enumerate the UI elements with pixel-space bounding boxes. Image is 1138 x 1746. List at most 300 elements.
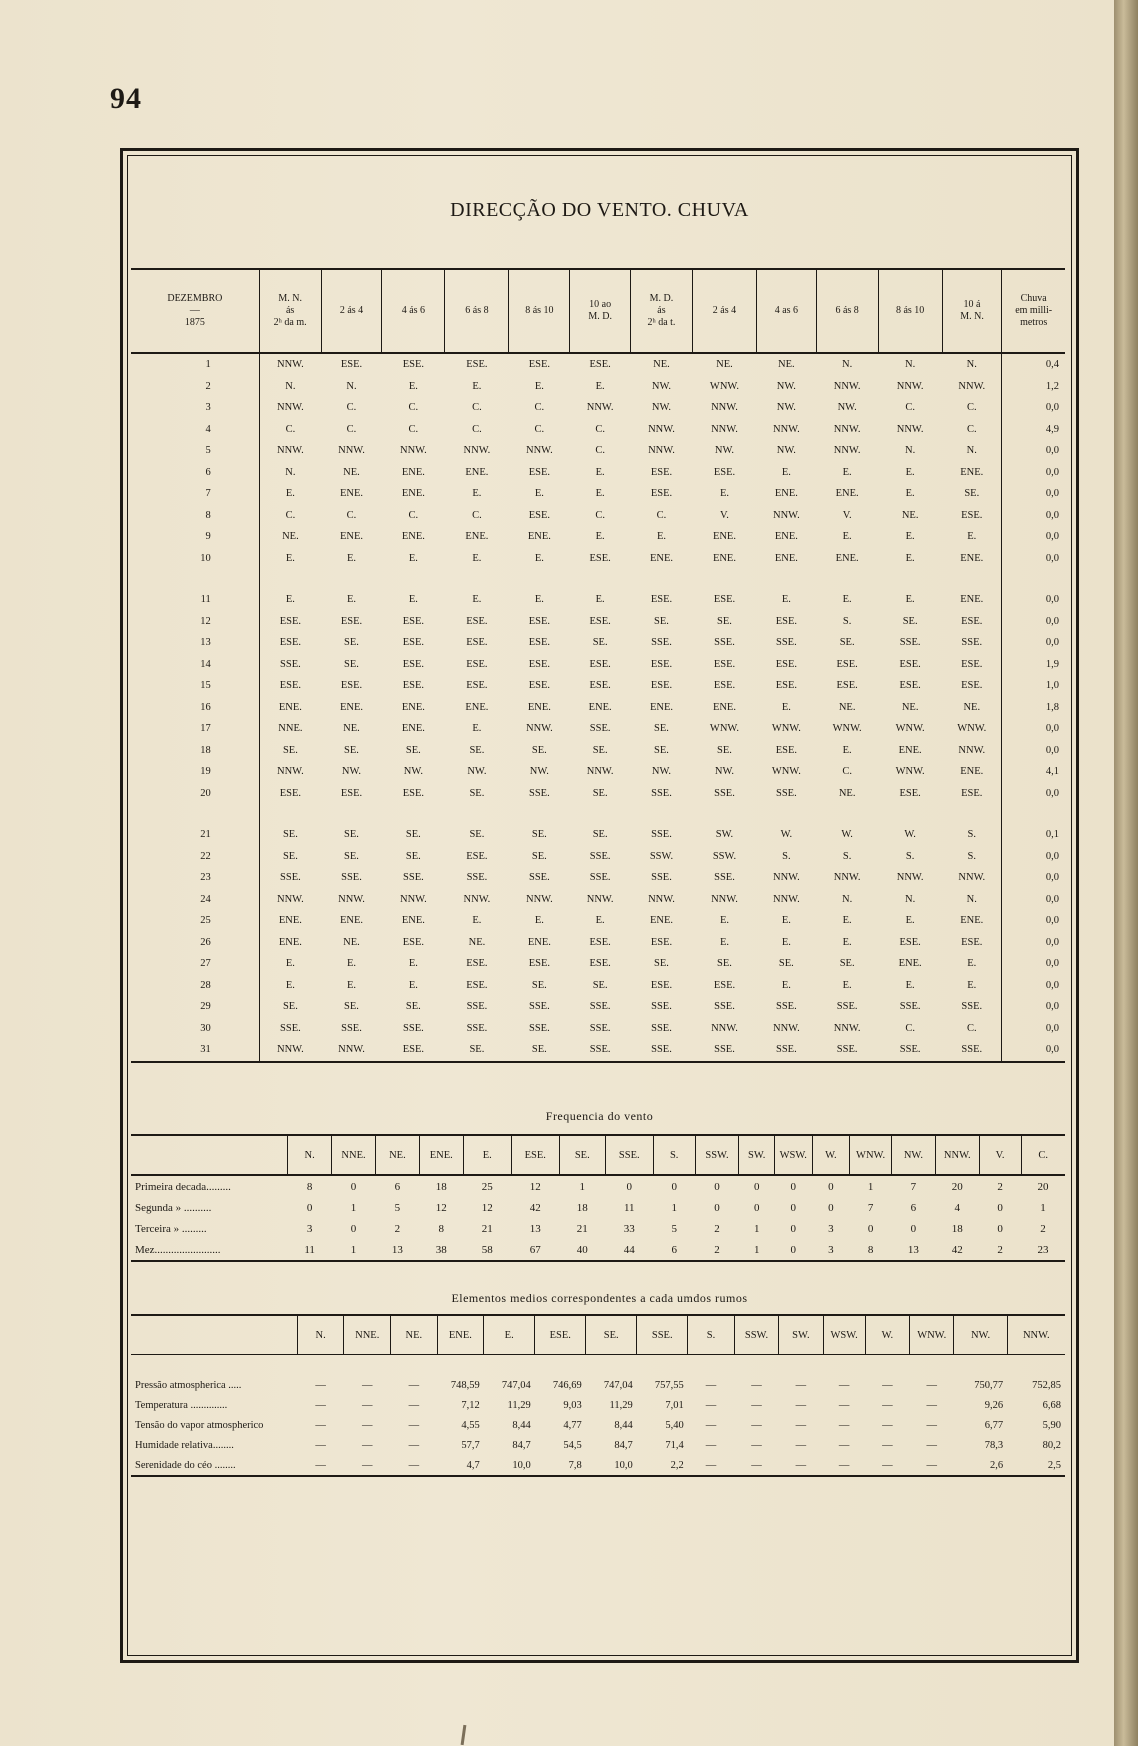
direction-header: SE.	[559, 1135, 605, 1175]
wind-cell: SSE.	[529, 1022, 550, 1034]
frequency-row	[131, 1175, 1065, 1197]
column-header	[382, 269, 445, 353]
wind-cell: ENE.	[401, 701, 425, 713]
element-value: —	[361, 1439, 373, 1451]
day-cell: 13	[200, 637, 211, 649]
wind-cell: ENE.	[774, 531, 798, 543]
wind-cell: ESE.	[713, 979, 736, 991]
wind-cell: NNW.	[463, 893, 491, 905]
rain-cell: 0,0	[1002, 483, 1065, 505]
element-value: —	[865, 1455, 909, 1476]
rain-cell: 1,8	[1002, 697, 1065, 719]
wind-cell: E.	[408, 594, 418, 606]
wind-cell: ENE.	[339, 701, 363, 713]
element-value: 2,5	[1007, 1455, 1065, 1476]
element-value: 4,55	[461, 1419, 480, 1431]
wind-cell: SSE.	[529, 872, 550, 884]
wind-cell: ENE.	[649, 701, 673, 713]
wind-cell: ESE.	[466, 850, 488, 862]
element-value: —	[391, 1455, 438, 1476]
header-line: 8 ás 10	[895, 305, 925, 316]
wind-cell: ESE.	[589, 680, 611, 692]
element-value: 4,7	[437, 1455, 484, 1476]
wind-cell: NW.	[403, 766, 423, 778]
wind-cell: SSE.	[651, 829, 672, 841]
header-line: 4 ás 6	[401, 305, 426, 316]
wind-cell: NW.	[651, 380, 672, 392]
wind-cell: C.	[656, 509, 667, 521]
wind-cell: ENE.	[960, 552, 984, 564]
day-cell: 11	[200, 594, 211, 606]
frequency-value: 20	[1037, 1180, 1049, 1193]
day-cell: 29	[200, 1001, 211, 1013]
wind-cell: ENE.	[960, 594, 984, 606]
wind-cell: SSE.	[757, 1039, 817, 1062]
wind-cell: NNW.	[259, 889, 321, 911]
direction-header: S.	[653, 1135, 695, 1175]
row-label: Serenidade do céo ........	[131, 1455, 297, 1476]
element-value: —	[926, 1399, 937, 1411]
frequency-value: 0	[350, 1180, 357, 1193]
wind-cell: ESE.	[466, 637, 488, 649]
wind-cell: SSE.	[341, 1022, 362, 1034]
day-cell: 26	[200, 936, 211, 948]
frequency-row	[131, 1218, 1065, 1239]
wind-cell: C.	[408, 509, 419, 521]
rain-cell: 0,0	[1002, 889, 1065, 911]
day-cell: 9	[205, 531, 211, 543]
element-value: —	[751, 1419, 762, 1431]
wind-cell: SSE.	[776, 637, 797, 649]
wind-cell: W.	[904, 829, 916, 841]
wind-cell: SE.	[344, 658, 359, 670]
day-cell: 1	[205, 359, 211, 371]
wind-cell: SE.	[344, 744, 359, 756]
header-line: Chuva	[1020, 293, 1047, 304]
header-line: 8 ás 10	[525, 305, 554, 316]
rain-cell: 0,0	[1002, 569, 1065, 611]
frequency-value: 1	[332, 1239, 376, 1261]
wind-cell: E.	[595, 594, 605, 606]
wind-cell: WNW.	[895, 766, 925, 778]
wind-cell: ENE.	[259, 910, 321, 932]
frequency-value: 8	[438, 1222, 445, 1235]
wind-cell: SSE.	[651, 787, 672, 799]
day-cell: 5	[205, 445, 211, 457]
wind-cell: NNW.	[400, 445, 427, 457]
rain-cell: 4,1	[1002, 761, 1065, 783]
row-label: Segunda » ..........	[135, 1201, 212, 1214]
table-row	[131, 910, 1065, 932]
page-number: 94	[110, 82, 142, 115]
wind-cell: SSE.	[466, 1001, 488, 1013]
wind-cell: E.	[595, 915, 605, 927]
element-row	[131, 1455, 1065, 1476]
wind-cell: SSE.	[466, 872, 488, 884]
frequency-value: 0	[997, 1201, 1003, 1214]
element-value: 84,7	[614, 1439, 633, 1451]
table-row	[131, 505, 1065, 527]
wind-cell: C.	[346, 423, 357, 435]
wind-cell: E.	[781, 701, 791, 713]
element-value: —	[315, 1379, 326, 1391]
wind-cell: ENE.	[465, 701, 489, 713]
wind-cell: C.	[534, 402, 545, 414]
rain-cell: 0,0	[1002, 740, 1065, 762]
header-line: 10 á	[963, 299, 981, 310]
wind-cell: NE.	[901, 701, 919, 713]
wind-cell: E.	[719, 488, 729, 500]
wind-cell: SSE.	[466, 1022, 488, 1034]
element-value: 71,4	[665, 1439, 684, 1451]
wind-cell: NE.	[343, 466, 360, 478]
wind-cell: WNW.	[895, 723, 925, 735]
wind-cell: NNW.	[833, 1022, 861, 1034]
wind-cell: SSE.	[899, 1001, 921, 1013]
day-cell: 16	[200, 701, 211, 713]
wind-cell: NW.	[651, 766, 672, 778]
day-cell: 25	[200, 915, 211, 927]
wind-cell: N.	[259, 462, 321, 484]
wind-cell: SSE.	[589, 872, 611, 884]
wind-cell: ESE.	[466, 958, 488, 970]
wind-cell: WNW.	[832, 723, 862, 735]
wind-cell: SSE.	[529, 787, 550, 799]
header-line: M. N.	[278, 293, 302, 304]
frequency-value: 1	[579, 1180, 586, 1193]
elements-table	[131, 1314, 1065, 1477]
wind-cell: E.	[259, 548, 321, 570]
wind-cell: N.	[346, 380, 357, 392]
direction-header: S.	[688, 1315, 735, 1355]
wind-cell: SE.	[592, 979, 608, 991]
element-value: —	[688, 1455, 735, 1476]
element-value: —	[751, 1379, 762, 1391]
element-value: 6,77	[984, 1419, 1004, 1431]
wind-cell: ESE.	[775, 744, 797, 756]
frequency-value: 18	[576, 1201, 588, 1214]
wind-cell: NNW.	[896, 380, 924, 392]
wind-cell: S.	[905, 850, 915, 862]
frequency-value: 44	[605, 1239, 653, 1261]
wind-cell: N.	[905, 359, 916, 371]
wind-cell: NE.	[716, 359, 733, 371]
element-value: —	[297, 1455, 344, 1476]
table-row	[131, 376, 1065, 398]
wind-cell: C.	[905, 1022, 915, 1034]
wind-cell: ENE.	[898, 958, 922, 970]
wind-cell: ESE.	[713, 466, 736, 478]
wind-cell: SE.	[654, 723, 669, 735]
day-cell: 30	[200, 1022, 211, 1034]
wind-cell: E.	[967, 958, 977, 970]
frequency-value: 18	[435, 1180, 447, 1193]
column-header	[445, 269, 509, 353]
direction-header: SE.	[586, 1315, 637, 1355]
frequency-value: 0	[714, 1201, 720, 1214]
header-line: M. D.	[588, 311, 612, 322]
wind-cell: ESE.	[713, 680, 736, 692]
wind-cell: SE.	[405, 850, 421, 862]
element-row	[131, 1375, 1065, 1395]
wind-cell: SE.	[654, 958, 669, 970]
wind-cell: ESE.	[899, 680, 921, 692]
wind-cell: C.	[842, 766, 852, 778]
wind-cell: ENE.	[712, 552, 736, 564]
wind-cell: N.	[259, 376, 321, 398]
element-value: —	[705, 1399, 717, 1411]
frequency-value: 42	[529, 1201, 541, 1214]
frequency-value: 5	[671, 1222, 677, 1235]
element-value: 9,26	[984, 1399, 1004, 1411]
frequency-value: 0	[671, 1180, 677, 1193]
wind-cell: ESE.	[466, 658, 488, 670]
rain-cell: 0,0	[1002, 953, 1065, 975]
element-value: —	[882, 1399, 893, 1411]
wind-cell: NW.	[529, 766, 549, 778]
wind-cell: E.	[408, 958, 418, 970]
wind-cell: NW.	[776, 445, 796, 457]
wind-cell: ESE.	[961, 787, 983, 799]
spacer-row	[131, 1355, 1065, 1376]
wind-cell: ESE.	[466, 680, 488, 692]
wind-cell: SE.	[717, 744, 732, 756]
table-body	[131, 353, 1065, 1062]
wind-cell: SSE.	[899, 637, 921, 649]
direction-header: SSW.	[734, 1315, 778, 1355]
wind-cell: ESE.	[961, 615, 983, 627]
frequency-value: 13	[891, 1239, 935, 1261]
wind-cell: SSW.	[712, 850, 737, 862]
wind-cell: SSE.	[529, 1001, 550, 1013]
element-value: —	[315, 1399, 326, 1411]
spacer-cell	[131, 1355, 297, 1376]
element-value: 10,0	[586, 1455, 637, 1476]
table-frame	[120, 148, 1079, 1663]
frequency-value: 67	[511, 1239, 559, 1261]
frequency-value: 0	[828, 1180, 834, 1193]
wind-cell: NE.	[838, 787, 856, 799]
direction-header: WSW.	[823, 1315, 865, 1355]
direction-header: WSW.	[774, 1135, 812, 1175]
frequency-value: 20	[951, 1180, 963, 1193]
column-header	[631, 269, 693, 353]
wind-cell: ENE.	[649, 552, 673, 564]
wind-cell: ENE.	[339, 915, 363, 927]
wind-cell: SSE.	[878, 1039, 942, 1062]
wind-cell: SW.	[715, 829, 734, 841]
day-cell: 21	[200, 829, 211, 841]
wind-cell: ESE.	[402, 359, 425, 371]
wind-cell: C.	[595, 445, 605, 457]
table-row	[131, 440, 1065, 462]
wind-cell: NNW.	[896, 872, 924, 884]
wind-cell: E.	[346, 552, 356, 564]
element-value: —	[315, 1439, 326, 1451]
rain-cell: 0,0	[1002, 440, 1065, 462]
element-value: 2,2	[637, 1455, 688, 1476]
wind-cell: ESE.	[589, 359, 611, 371]
column-header	[816, 269, 878, 353]
wind-cell: NW.	[341, 766, 362, 778]
element-value: —	[751, 1439, 762, 1451]
wind-cell: N.	[966, 445, 977, 457]
direction-header: NNE.	[332, 1135, 376, 1175]
rain-cell: 1,2	[1002, 376, 1065, 398]
wind-cell: ESE.	[340, 787, 363, 799]
direction-header: NE.	[375, 1135, 419, 1175]
wind-cell: ESE.	[340, 359, 363, 371]
wind-cell: NNW.	[958, 872, 986, 884]
element-value: —	[838, 1399, 850, 1411]
direction-header: NE.	[391, 1315, 438, 1355]
day-cell: 2	[205, 380, 211, 392]
wind-cell: WNW.	[771, 723, 801, 735]
wind-cell: NNW.	[259, 397, 321, 419]
wind-cell: SSE.	[961, 1001, 983, 1013]
wind-cell: ESE.	[650, 979, 673, 991]
wind-cell: ENE.	[774, 552, 798, 564]
header-line: 6 ás 8	[465, 305, 489, 316]
wind-cell: NE.	[343, 936, 360, 948]
wind-cell: E.	[719, 936, 729, 948]
row-label: Tensão do vapor atmospherico	[135, 1419, 264, 1431]
wind-cell: NNW.	[586, 766, 614, 778]
wind-cell: ESE.	[713, 658, 736, 670]
direction-header: SSE.	[637, 1315, 688, 1355]
frequency-header-row	[131, 1135, 1065, 1175]
frequency-value: 0	[790, 1201, 797, 1214]
frequency-value: 1	[753, 1222, 760, 1235]
element-value: 757,55	[654, 1379, 684, 1391]
wind-cell: N.	[842, 893, 853, 905]
wind-cell: SE.	[717, 615, 732, 627]
frequency-value: 1	[1040, 1201, 1046, 1214]
day-cell: 12	[200, 615, 211, 627]
wind-cell: ESE.	[899, 936, 921, 948]
day-cell: 20	[200, 787, 211, 799]
header-line: —	[189, 305, 200, 316]
header-row	[131, 269, 1065, 353]
wind-cell: NNW.	[711, 893, 738, 905]
wind-cell: ENE.	[712, 701, 736, 713]
wind-cell: NNW.	[338, 893, 365, 905]
wind-cell: SE.	[445, 1039, 509, 1062]
frequency-value: 2	[714, 1222, 720, 1235]
element-value: 80,2	[1042, 1439, 1061, 1451]
direction-header: W.	[865, 1315, 909, 1355]
rain-cell: 0,0	[1002, 932, 1065, 954]
wind-cell: ESE.	[402, 615, 425, 627]
frequency-value: 11	[288, 1239, 332, 1261]
frequency-value: 6	[653, 1239, 695, 1261]
table-row	[131, 632, 1065, 654]
direction-header: NW.	[954, 1315, 1007, 1355]
rain-cell: 0,0	[1002, 1039, 1065, 1062]
frequency-value: 3	[306, 1222, 313, 1235]
wind-cell: E.	[472, 723, 482, 735]
table-row	[131, 1018, 1065, 1040]
wind-cell: NE.	[778, 359, 795, 371]
wind-cell: NE.	[653, 359, 670, 371]
wind-cell: W.	[841, 829, 853, 841]
wind-cell: SSE.	[714, 872, 735, 884]
wind-cell: NE.	[901, 509, 919, 521]
element-value: 54,5	[563, 1439, 582, 1451]
wind-cell: S.	[842, 615, 852, 627]
day-cell: 17	[200, 723, 211, 735]
wind-cell: E.	[595, 380, 605, 392]
header-line: M. N.	[960, 311, 984, 322]
wind-cell: ESE.	[259, 632, 321, 654]
wind-cell: SE.	[778, 958, 794, 970]
element-value: —	[910, 1455, 954, 1476]
wind-cell: E.	[346, 979, 356, 991]
element-value: —	[882, 1439, 893, 1451]
frequency-value: 2	[695, 1239, 739, 1261]
rain-cell: 0,0	[1002, 996, 1065, 1018]
wind-cell: NNW.	[259, 440, 321, 462]
wind-cell: SSE.	[589, 1001, 611, 1013]
frequency-value: 2	[1040, 1222, 1046, 1235]
row-label: Primeira decada.........	[135, 1180, 231, 1193]
wind-cell: SE.	[344, 637, 359, 649]
frequency-value: 0	[828, 1201, 834, 1214]
header-line: 2 ás 4	[712, 305, 737, 316]
table-row	[131, 1039, 1065, 1062]
element-value: 57,7	[461, 1439, 480, 1451]
direction-header: E.	[463, 1135, 511, 1175]
wind-cell: SE.	[592, 787, 608, 799]
wind-cell: ESE.	[899, 658, 921, 670]
table-row	[131, 718, 1065, 740]
wind-cell: SSE.	[651, 1001, 672, 1013]
wind-cell: ESE.	[382, 1039, 445, 1062]
row-label: Humidade relativa........	[135, 1439, 234, 1451]
wind-cell: WNW.	[771, 766, 801, 778]
table-row	[131, 846, 1065, 868]
wind-cell: NNW.	[321, 1039, 382, 1062]
rain-cell: 0,0	[1002, 611, 1065, 633]
frequency-value: 3	[812, 1239, 850, 1261]
wind-cell: NE.	[259, 526, 321, 548]
wind-cell: C.	[259, 505, 321, 527]
wind-cell: ENE.	[339, 488, 363, 500]
wind-cell: E.	[408, 979, 418, 991]
wind-cell: SSE.	[403, 1022, 424, 1034]
wind-cell: ENE.	[960, 766, 984, 778]
wind-cell: ESE.	[775, 658, 797, 670]
wind-cell: NW.	[837, 402, 857, 414]
direction-header: NNW.	[1007, 1315, 1065, 1355]
wind-cell: E.	[842, 531, 852, 543]
wind-cell: NNW.	[833, 380, 861, 392]
wind-cell: ENE.	[649, 915, 673, 927]
element-row	[131, 1435, 1065, 1455]
rain-cell: 0,1	[1002, 804, 1065, 846]
wind-cell: ESE.	[775, 680, 797, 692]
wind-cell: SE.	[405, 1001, 421, 1013]
wind-cell: NNW.	[586, 402, 614, 414]
rain-cell: 0,0	[1002, 1018, 1065, 1040]
element-value: 746,69	[552, 1379, 582, 1391]
column-header	[942, 269, 1002, 353]
wind-cell: C.	[966, 423, 977, 435]
wind-cell: S.	[967, 829, 977, 841]
frequency-value: 25	[481, 1180, 493, 1193]
direction-header: WNW.	[910, 1315, 954, 1355]
wind-cell: E.	[905, 488, 915, 500]
